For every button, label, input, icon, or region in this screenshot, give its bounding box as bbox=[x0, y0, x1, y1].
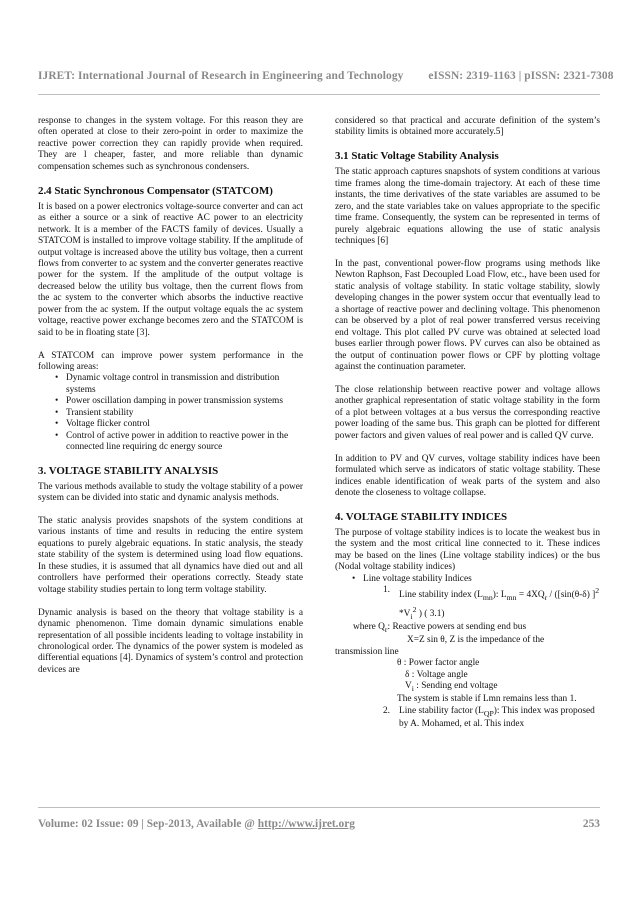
list-item: • Voltage flicker control bbox=[38, 419, 303, 430]
list-item: • Transient stability bbox=[38, 408, 303, 419]
paragraph: response to changes in the system voltage. For this reason they are often operated at close to their zero-point in order to maximize the reactive power correction they can rapidly provide when required. They are l cheaper, faster, and more reliable than dynamic compensation schemes such as synchronous condensers. bbox=[38, 116, 303, 172]
theta-definition: θ : Power factor angle bbox=[397, 658, 480, 669]
paragraph: It is based on a power electronics voltage-source converter and can act as either a source or a sink of reactive AC power to an electricity network. It is a member of the FACTS family of devices. Usually a STATCOM is installed to improve voltage stability. If the amplitude of output voltage is increased above the utility bus voltage, then a current flows from converter to ac system and the converter generates reactive power for the system. If the amplitude of the output voltage is decreased below the utility bus voltage, then the current flows from the ac system to the converter which absorbs the inductive reactive power from the ac system. If the output voltage equals the ac system voltage, reactive power exchange becomes zero and the STATCOM is said to be in floating state [3]. bbox=[38, 201, 303, 338]
indices-list bbox=[335, 574, 600, 585]
list-item: • Dynamic voltage control in transmission and distribution systems bbox=[38, 373, 303, 396]
right-column bbox=[335, 116, 600, 731]
paragraph: The purpose of voltage stability indices is to locate the weakest bus in the system and the most critical line connected to it. These indices may be based on the lines (Line voltage stability indices) or the bus (Nodal voltage stability indices) bbox=[335, 527, 600, 573]
header-rule bbox=[38, 94, 600, 95]
section-heading: 2.4 Static Synchronous Compensator (STATCOM) bbox=[38, 184, 273, 197]
list-item: • Control of active power in addition to reactive power in the connected line requiring dc energy source bbox=[38, 431, 303, 454]
where-line: where $Q_r$: Reactive powers at sending end bus bbox=[353, 621, 527, 634]
left-column bbox=[38, 116, 303, 676]
paragraph: The static analysis provides snapshots of the system conditions at various instants of time and results in reducing the entire system equations to purely algebraic equations. In static analysis, the steady state stability of the system is determined using load flow equations. In these studies, it is assumed that all dynamics have died out and all controllers have performed their operations correctly. Steady state voltage stability studies pertain to long term voltage stability. bbox=[38, 516, 303, 595]
list-item: • Line voltage stability Indices bbox=[335, 574, 600, 585]
journal-link[interactable]: http://www.ijret.org bbox=[257, 818, 355, 830]
impedance-line: X=Z sin θ, Z is the impedance of the bbox=[407, 635, 545, 646]
section-heading: 3. VOLTAGE STABILITY ANALYSIS bbox=[38, 464, 219, 477]
paragraph: The various methods available to study the voltage stability of a power system can be divided into static and dynamic analysis methods. bbox=[38, 481, 303, 504]
statcom-benefits-list bbox=[38, 373, 303, 453]
item-number: 2. bbox=[383, 705, 391, 716]
journal-title: IJRET: International Journal of Research in Engineering and Technology bbox=[38, 70, 404, 82]
running-header bbox=[38, 70, 614, 82]
numbered-item-1: 1. Line stability index $(L_{mn})$: $L_{mn} = 4XQ_r / ([\sin(\theta-\delta)$ ]$^2$ $*V_i^2$ ) ( 3.1) bbox=[383, 585, 600, 621]
paragraph: Dynamic analysis is based on the theory that voltage stability is a dynamic phenomenon. Time domain dynamic simulations enable representation of all possible incidents leading to voltage instability in chronological order. The dynamics of the power system is modeled as differential equations [4]. Dynamics of system’s control and protection devices are bbox=[38, 607, 303, 675]
paragraph: The static approach captures snapshots of system conditions at various time frames along the time-domain trajectory. At each of these time instants, the time derivatives of the state variables are assumed to be zero, and the state variables take on values appropriate to the specific time frame. Consequently, the system can be represented in terms of purely algebraic equations allowing the use of static analysis techniques [6] bbox=[335, 167, 600, 247]
stability-condition: The system is stable if Lmn remains less than 1. bbox=[397, 694, 577, 705]
transmission-line-text: transmission line bbox=[335, 646, 399, 657]
vi-definition: $V_i$ : Sending end voltage bbox=[405, 681, 498, 693]
running-footer bbox=[38, 818, 600, 830]
numbered-item-2: 2. Line stability factor $(L_{QP})$: This index was proposed by A. Mohamed, et al. This index bbox=[383, 705, 595, 730]
page-number: 253 bbox=[582, 818, 600, 830]
paragraph: considered so that practical and accurate definition of the system’s stability limits is obtained more accurately.5] bbox=[335, 116, 600, 138]
delta-definition: δ : Voltage angle bbox=[405, 669, 468, 680]
paragraph: In the past, conventional power-flow programs using methods like Newton Raphson, Fast Decoupled Load Flow, etc., have been used for static analysis of voltage stability. In static voltage stability, slowly developing changes in the power system occur that eventually lead to a shortage of reactive power and declining voltage. This phenomenon can be observed by a plot of real power transferred versus receiving end voltage. This plot called PV curve was obtained at selected load buses earlier through power flows. PV curves can also be obtained as the output of continuation power flows or CPF by plotting voltage against the continuation parameter. bbox=[335, 258, 600, 373]
paragraph: In addition to PV and QV curves, voltage stability indices have been formulated which serve as indicators of static voltage stability. These indices enable identification of weak parts of the system and also denote the closeness to voltage collapse. bbox=[335, 453, 600, 498]
item-number: 1. bbox=[383, 585, 391, 596]
paragraph: A STATCOM can improve power system performance in the following areas: bbox=[38, 350, 303, 373]
footer-rule bbox=[38, 807, 600, 808]
list-item: • Power oscillation damping in power transmission systems bbox=[38, 396, 303, 407]
section-heading: 3.1 Static Voltage Stability Analysis bbox=[335, 150, 499, 163]
section-heading: 4. VOLTAGE STABILITY INDICES bbox=[335, 510, 508, 523]
issn: eISSN: 2319-1163 | pISSN: 2321-7308 bbox=[428, 70, 614, 82]
volume-info: Volume: 02 Issue: 09 | Sep-2013, Available @ bbox=[38, 818, 258, 830]
paragraph: The close relationship between reactive power and voltage allows another graphical representation of static voltage stability in the form of a plot between voltages at a bus versus the corresponding reactive power loading of the same bus. This graph can be plotted for different power factors and given values of real power and is called QV curve. bbox=[335, 384, 600, 441]
